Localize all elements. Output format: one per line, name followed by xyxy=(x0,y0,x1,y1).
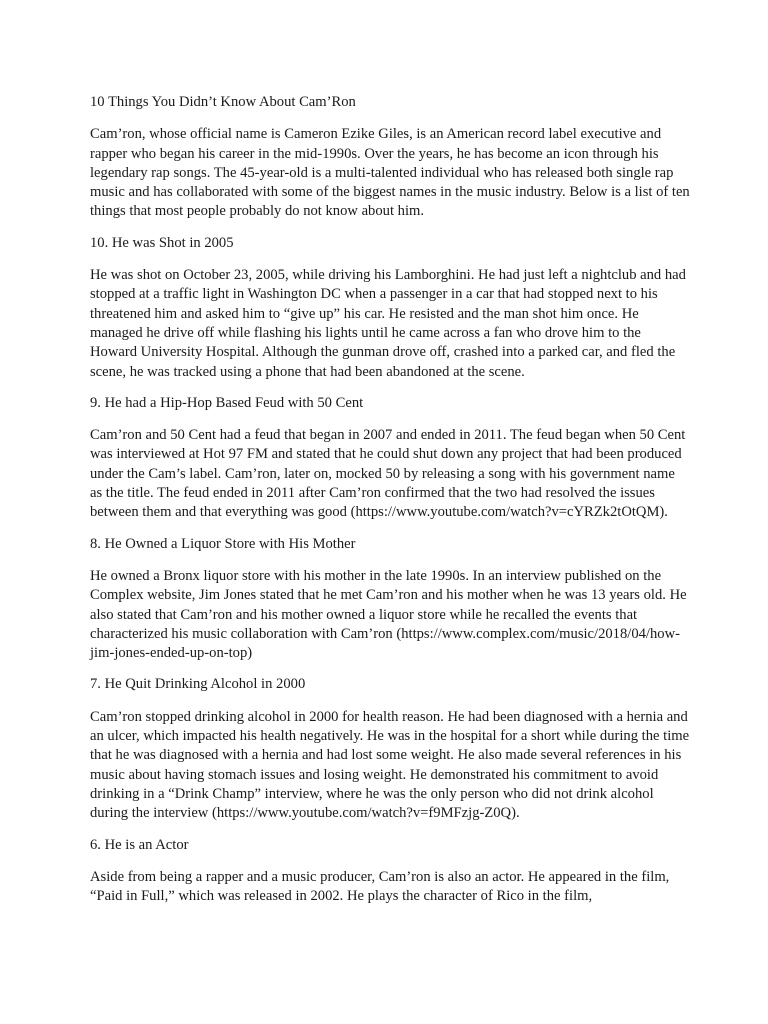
section-heading-7: 7. He Quit Drinking Alcohol in 2000 xyxy=(90,676,306,693)
section-heading-6: 6. He is an Actor xyxy=(90,836,189,853)
intro-paragraph: Cam’ron, whose official name is Cameron Ezike Giles, is an American record label executive and rapper who began his career in the mid-1990s. Over the years, he has become an icon through his legendary rap songs. The 45-year-old is a multi-talented individual who has released both single rap music and has collaborated with some of the biggest names in the music industry. Below is a list of ten things that most people probably do not know about him. xyxy=(90,126,690,220)
section-paragraph-6: Aside from being a rapper and a music producer, Cam’ron is also an actor. He appeared in the film, “Paid in Full,” which was released in 2002. He plays the character of Rico in the film, xyxy=(90,868,670,905)
section-paragraph-8: He owned a Bronx liquor store with his mother in the late 1990s. In an interview published on the Complex website, Jim Jones stated that he met Cam’ron and his mother when he was 13 years old. He also stated that Cam’ron and his mother owned a liquor store while he recalled the events that characterized his music collaboration with Cam’ron (https://www.complex.com/music/2018/04/how-jim-jones-ended-up-on-top) xyxy=(90,567,687,662)
section-paragraph-7: Cam’ron stopped drinking alcohol in 2000 for health reason. He had been diagnosed with a hernia and an ulcer, which impacted his health negatively. He was in the hospital for a short while during the time that he was diagnosed with a hernia and had lost some weight. He also made several references in his music about having stomach issues and losing weight. He demonstrated his commitment to avoid drinking in a “Drink Champ” interview, where he was the only person who did not drink alcohol during the interview (https://www.youtube.com/watch?v=f9MFzjg-Z0Q). xyxy=(90,708,690,822)
document-body xyxy=(90,93,690,918)
section-heading-9: 9. He had a Hip-Hop Based Feud with 50 Cent xyxy=(90,394,364,411)
section-paragraph-9: Cam’ron and 50 Cent had a feud that began in 2007 and ended in 2011. The feud began when 50 Cent was interviewed at Hot 97 FM and stated that he could shut down any project that had been produced under the Cam’s label. Cam’ron, later on, mocked 50 by releasing a song with his government name as the title. The feud ended in 2011 after Cam’ron confirmed that the two had resolved the issues between them and that everything was good (https://www.youtube.com/watch?v=cYRZk2tOtQM). xyxy=(90,427,686,521)
section-heading-10: 10. He was Shot in 2005 xyxy=(90,234,234,251)
section-heading-8: 8. He Owned a Liquor Store with His Mother xyxy=(90,535,356,552)
document-title: 10 Things You Didn’t Know About Cam’Ron xyxy=(90,94,356,110)
section-paragraph-10: He was shot on October 23, 2005, while driving his Lamborghini. He had just left a nightclub and had stopped at a traffic light in Washington DC when a passenger in a car that had stopped next to his threatened him and asked him to “give up” his car. He resisted and the man shot him once. He managed he drive off while flashing his lights until he came across a fan who drove him to the Howard University Hospital. Although the gunman drove off, crashed into a parked car, and fled the scene, he was tracked using a phone that had been abandoned at the scene. xyxy=(90,267,686,380)
